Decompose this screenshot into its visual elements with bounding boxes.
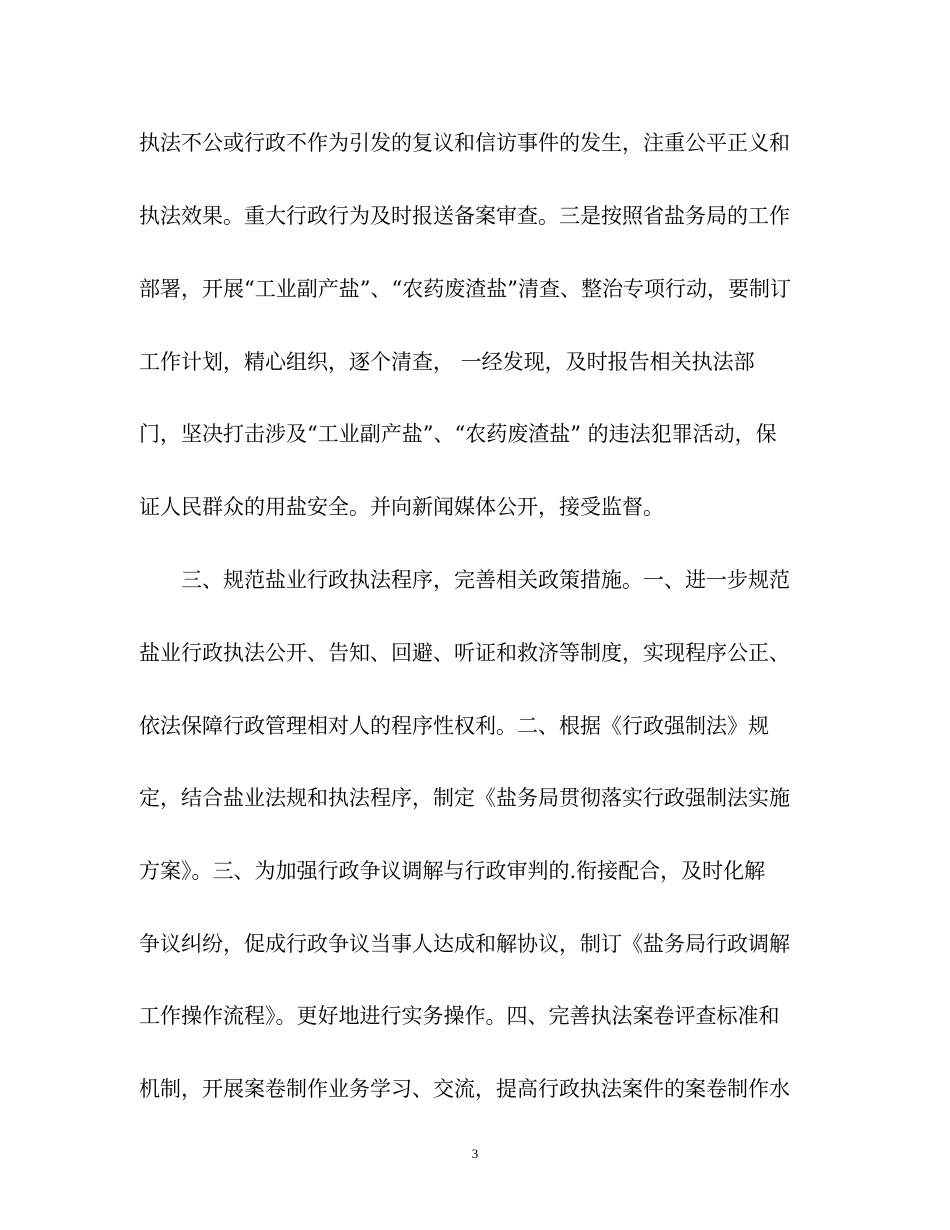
text-line: 工作计划，精心组织，逐个清查， 一经发现，及时报告相关执法部 (139, 350, 755, 374)
text-line: 机制，开展案卷制作业务学习、交流，提高行政执法案件的案卷制作水 (139, 1077, 790, 1101)
text-line: 争议纠纷，促成行政争议当事人达成和解协议，制订《盐务局行政调解 (139, 932, 790, 956)
text-line: 工作操作流程》。更好地进行实务操作。四、完善执法案卷评查标准和 (139, 1004, 780, 1028)
text-line: 依法保障行政管理相对人的程序性权利。二、根据《行政强制法》规 (139, 714, 769, 738)
text-line: 盐业行政执法公开、告知、回避、听证和救济等制度，实现程序公正、 (139, 641, 790, 665)
text-line: 执法效果。重大行政行为及时报送备案审查。三是按照省盐务局的工作 (139, 204, 790, 228)
text-line: 证人民群众的用盐安全。并向新闻媒体公开，接受监督。 (139, 495, 664, 519)
text-line: 方案》。三、为加强行政争议调解与行政审判的.衔接配合，及时化解 (139, 859, 766, 883)
text-line: 部署，开展“工业副产盐”、“农药废渣盐”清查、整治专项行动，要制订 (139, 277, 791, 301)
paragraph-first-line: 三、规范盐业行政执法程序，完善相关政策措施。一、进一步规范 (181, 568, 790, 592)
page-number: 3 (471, 1146, 479, 1161)
text-line: 执法不公或行政不作为引发的复议和信访事件的发生，注重公平正义和 (139, 131, 790, 155)
text-line: 门，坚决打击涉及“工业副产盐”、“农药废渣盐” 的违法犯罪活动，保 (139, 422, 777, 446)
text-line: 定，结合盐业法规和执法程序，制定《盐务局贯彻落实行政强制法实施 (139, 786, 790, 810)
